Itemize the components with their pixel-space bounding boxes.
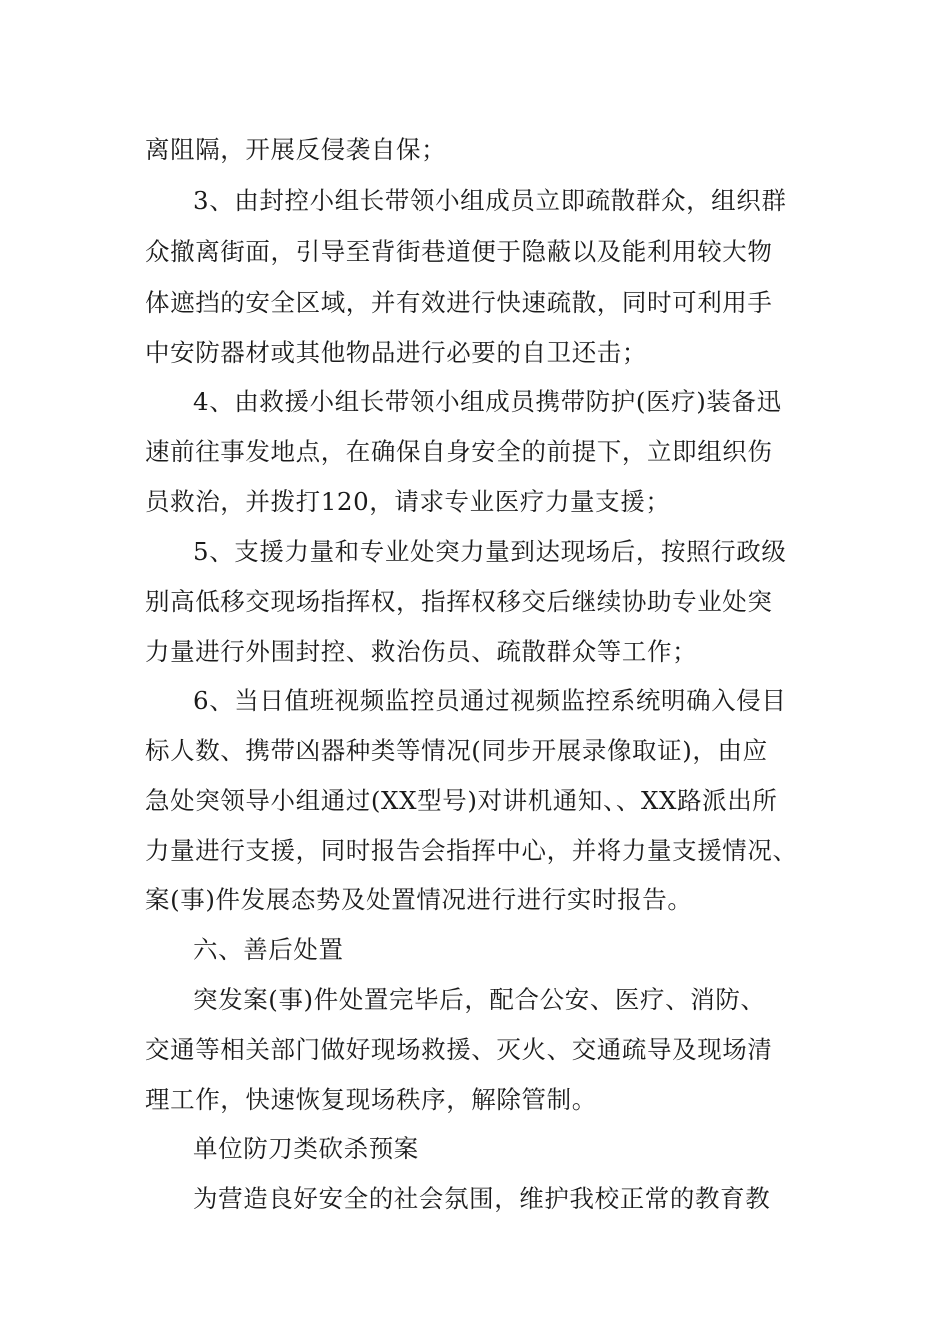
text-line: 交通等相关部门做好现场救援、灭火、交通疏导及现场清 <box>145 1035 773 1064</box>
text-line: 案(事)件发展态势及处置情况进行进行实时报告。 <box>145 885 693 914</box>
text-line: 离阻隔，开展反侵袭自保； <box>145 135 447 164</box>
text-line: 为营造良好安全的社会氛围，维护我校正常的教育教 <box>193 1184 771 1213</box>
text-line: 标人数、携带凶器种类等情况(同步开展录像取证)，由应 <box>145 736 768 765</box>
text-line: 众撤离街面，引导至背街巷道便于隐蔽以及能利用较大物 <box>145 237 773 266</box>
text-line: 中安防器材或其他物品进行必要的自卫还击； <box>145 338 647 367</box>
text-line: 6、当日值班视频监控员通过视频监控系统明确入侵目 <box>193 686 787 715</box>
text-line: 员救治，并拨打120，请求专业医疗力量支援； <box>145 487 671 516</box>
text-line: 力量进行支援，同时报告会指挥中心，并将力量支援情况、 <box>145 836 798 865</box>
document-title: 单位防刀类砍杀预案 <box>193 1134 419 1163</box>
text-line: 体遮挡的安全区域，并有效进行快速疏散，同时可利用手 <box>145 288 773 317</box>
section-heading: 六、善后处置 <box>193 935 344 964</box>
text-line: 理工作，快速恢复现场秩序，解除管制。 <box>145 1085 597 1114</box>
text-line: 3、由封控小组长带领小组成员立即疏散群众，组织群 <box>193 186 787 215</box>
text-line: 4、由救援小组长带领小组成员携带防护(医疗)装备迅 <box>193 387 782 416</box>
text-line: 5、支援力量和专业处突力量到达现场后，按照行政级 <box>193 537 787 566</box>
text-line: 速前往事发地点，在确保自身安全的前提下，立即组织伤 <box>145 437 773 466</box>
text-line: 力量进行外围封控、救治伤员、疏散群众等工作； <box>145 637 698 666</box>
text-line: 急处突领导小组通过(XX型号)对讲机通知、、XX路派出所 <box>145 786 778 815</box>
text-line: 别高低移交现场指挥权，指挥权移交后继续协助专业处突 <box>145 587 773 616</box>
text-line: 突发案(事)件处置完毕后，配合公安、医疗、消防、 <box>193 985 766 1014</box>
